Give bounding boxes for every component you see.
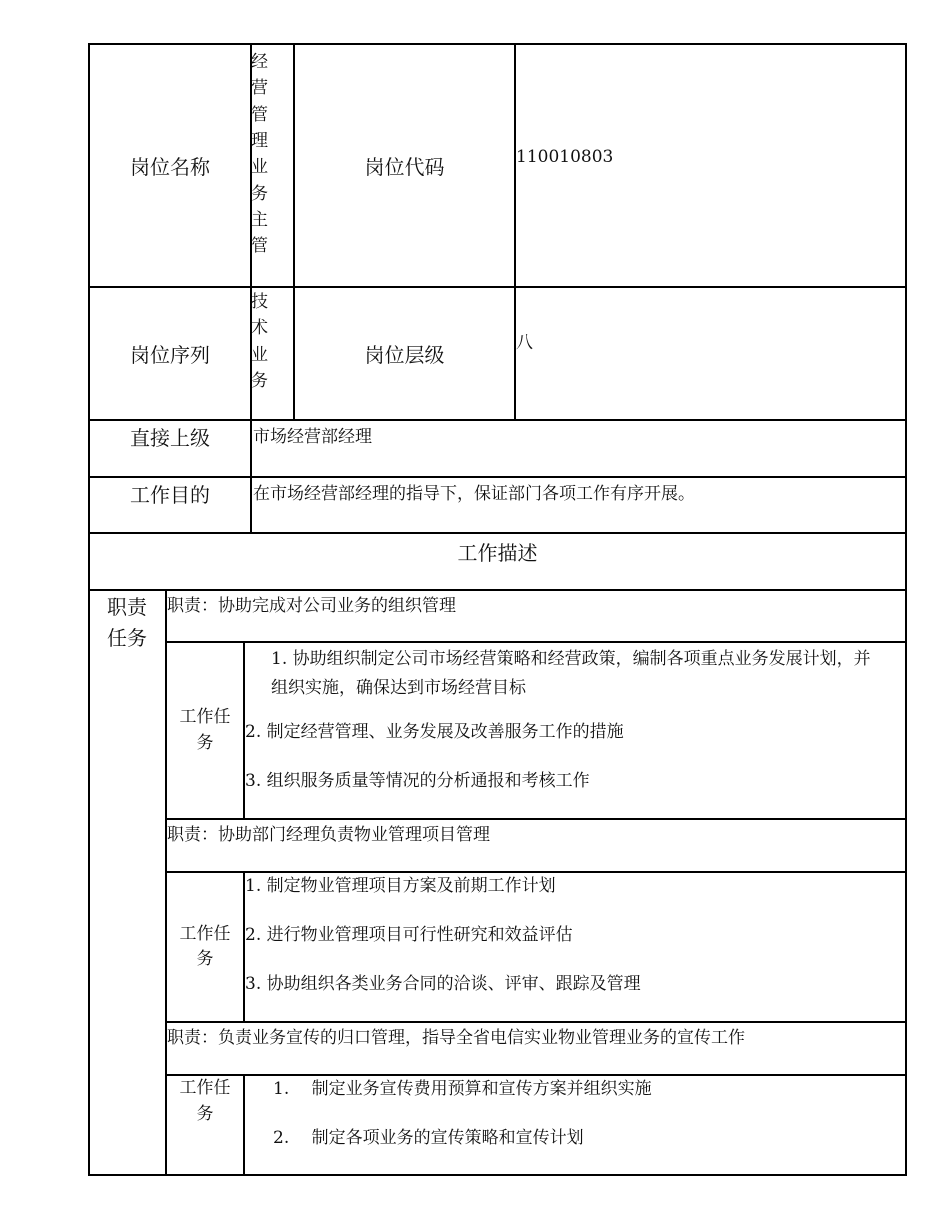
- row-divider: [166, 1021, 907, 1023]
- task-item: 2. 制定经营管理、业务发展及改善服务工作的措施: [245, 722, 624, 742]
- duty-title: 职责：协助部门经理负责物业管理项目管理: [167, 825, 490, 845]
- task-label: 工作任务: [179, 707, 231, 753]
- sequence-label: 岗位序列: [130, 343, 210, 367]
- superior-value: 市场经营部经理: [253, 427, 372, 447]
- task-item: 1. 协助组织制定公司市场经营策略和经营政策，编制各项重点业务发展计划，并组织实施，确保达到市场经营目标: [271, 649, 871, 698]
- duties-label: 职责任务: [107, 595, 147, 650]
- task-item: 2. 进行物业管理项目可行性研究和效益评估: [245, 925, 573, 945]
- task-label: 工作任务: [179, 923, 231, 969]
- column-divider: [243, 1074, 245, 1176]
- task-item: 2. 制定各项业务的宣传策略和宣传计划: [273, 1128, 584, 1148]
- position-code-value: 110010803: [516, 147, 614, 167]
- position-name-value: 经营管理业务主管: [251, 52, 268, 257]
- position-code-label: 岗位代码: [364, 155, 445, 179]
- row-divider: [88, 532, 907, 534]
- task-item: 1. 制定业务宣传费用预算和宣传方案并组织实施: [273, 1079, 652, 1099]
- task-item: 1. 制定物业管理项目方案及前期工作计划: [245, 876, 556, 896]
- level-label: 岗位层级: [364, 343, 445, 367]
- task-item: 3. 组织服务质量等情况的分析通报和考核工作: [245, 771, 590, 791]
- row-divider: [88, 589, 907, 591]
- purpose-label: 工作目的: [130, 483, 210, 507]
- description-title: 工作描述: [457, 541, 538, 565]
- task-label: 工作任务: [179, 1078, 231, 1124]
- table-border-bottom: [88, 1174, 907, 1176]
- row-divider: [166, 818, 907, 820]
- position-name-label: 岗位名称: [130, 155, 210, 179]
- sequence-value: 技术业务: [251, 292, 268, 392]
- task-item: 3. 协助组织各类业务合同的洽谈、评审、跟踪及管理: [245, 974, 641, 994]
- level-value: 八: [516, 333, 533, 353]
- row-divider: [166, 641, 907, 643]
- table-border-right: [905, 43, 907, 1176]
- row-divider: [88, 476, 907, 478]
- column-divider: [514, 43, 516, 421]
- duty-title: 职责：负责业务宣传的归口管理，指导全省电信实业物业管理业务的宣传工作: [167, 1028, 745, 1048]
- row-divider: [88, 419, 907, 421]
- superior-label: 直接上级: [130, 426, 210, 450]
- purpose-value: 在市场经营部经理的指导下，保证部门各项工作有序开展。: [253, 484, 695, 504]
- duty-title: 职责：协助完成对公司业务的组织管理: [167, 596, 456, 616]
